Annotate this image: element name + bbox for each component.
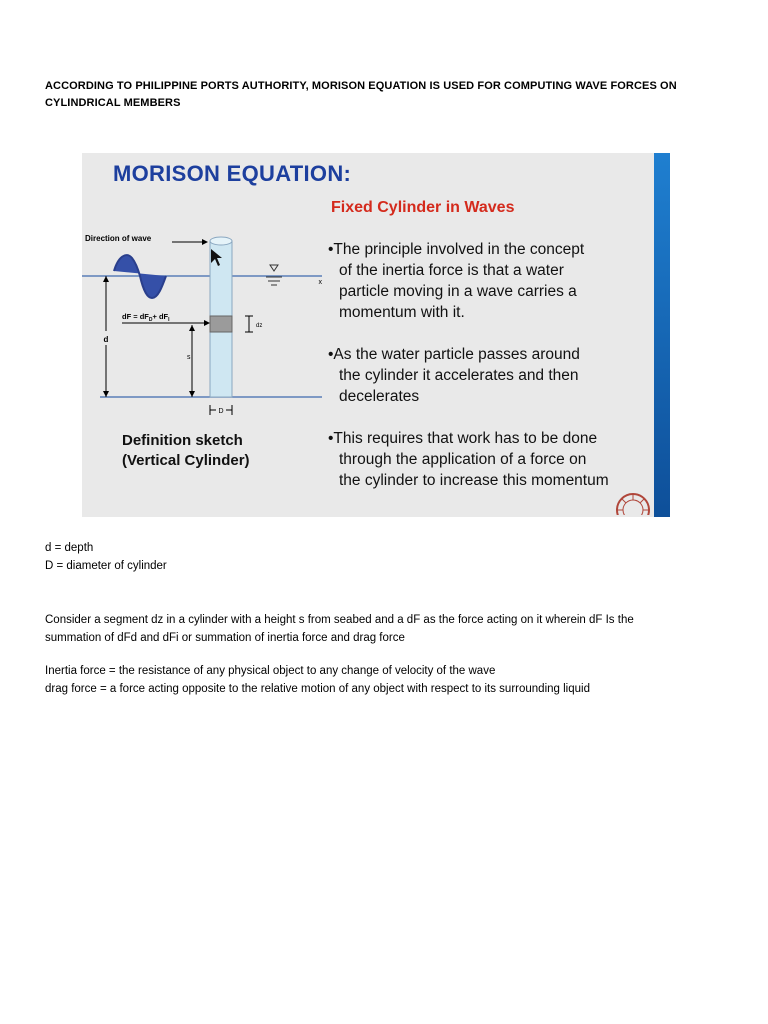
depth-definition: d = depth: [45, 542, 94, 554]
institution-seal-icon: [614, 491, 652, 515]
slide-title: MORISON EQUATION:: [113, 161, 352, 186]
direction-of-wave-label: Direction of wave: [85, 234, 152, 243]
inertia-force-definition: Inertia force = the resistance of any physical object to any change of velocity of the wave: [45, 665, 496, 677]
dz-label: dz: [256, 323, 263, 329]
segment-paragraph: [45, 611, 735, 647]
diameter-definition: D = diameter of cylinder: [45, 560, 167, 572]
bullet-line: particle moving in a wave carries a: [339, 283, 577, 300]
depth-arrow-top: [103, 276, 109, 282]
height-s-label: s: [187, 354, 191, 361]
height-s-arrow-bottom: [189, 391, 195, 397]
depth-label: d: [103, 335, 109, 344]
bullet-line: decelerates: [339, 388, 420, 405]
bullet-line: momentum with it.: [339, 304, 465, 321]
paragraph-line-1: Consider a segment dz in a cylinder with a height s from seabed and a dF as the force acting on it wherein dF Is the: [45, 614, 634, 626]
bullet-line: the cylinder to increase this momentum: [339, 472, 609, 489]
water-level-icon: [270, 265, 278, 271]
paragraph-line-2: summation of dFd and dFi or summation of inertia force and drag force: [45, 632, 405, 644]
bullet-line: •This requires that work has to be done: [328, 430, 598, 447]
bullet-line: the cylinder it accelerates and then: [339, 367, 579, 384]
height-s-arrow-top: [189, 325, 195, 331]
heading-line-2: CYLINDRICAL MEMBERS: [45, 97, 181, 109]
segment-dz: [210, 316, 232, 332]
force-label: dF = $dF_D+ dF_I$: [122, 312, 170, 323]
bullet-line: •The principle involved in the concept: [328, 241, 585, 258]
direction-arrowhead: [202, 239, 208, 245]
force-definitions: [45, 662, 735, 698]
diameter-label: D: [218, 408, 224, 415]
x-axis-label: x: [318, 279, 322, 286]
definition-sketch-diagram: [82, 153, 322, 433]
bullet-line: through the application of a force on: [339, 451, 587, 468]
force-arrowhead: [204, 320, 210, 326]
definition-caption-line-1: Definition sketch: [122, 432, 243, 449]
definition-sketch-caption: [122, 431, 250, 471]
slide-subtitle: Fixed Cylinder in Waves: [331, 199, 515, 216]
bullet-acceleration: [328, 344, 658, 407]
bullet-work-done: [328, 428, 658, 491]
bullet-line: •As the water particle passes around: [328, 346, 580, 363]
drag-force-definition: drag force = a force acting opposite to the relative motion of any object with respect to its surrounding liquid: [45, 683, 590, 695]
cylinder-top: [210, 237, 232, 245]
document-heading: [45, 78, 725, 112]
slide-screenshot: [82, 153, 670, 517]
variable-definitions: [45, 539, 735, 575]
heading-line-1: ACCORDING TO PHILIPPINE PORTS AUTHORITY, MORISON EQUATION IS USED FOR COMPUTING WAVE FORCES ON: [45, 80, 677, 92]
bullet-line: of the inertia force is that a water: [339, 262, 564, 279]
bullet-inertia-principle: [328, 239, 658, 323]
definition-caption-line-2: (Vertical Cylinder): [122, 452, 250, 469]
depth-arrow-bottom: [103, 391, 109, 397]
